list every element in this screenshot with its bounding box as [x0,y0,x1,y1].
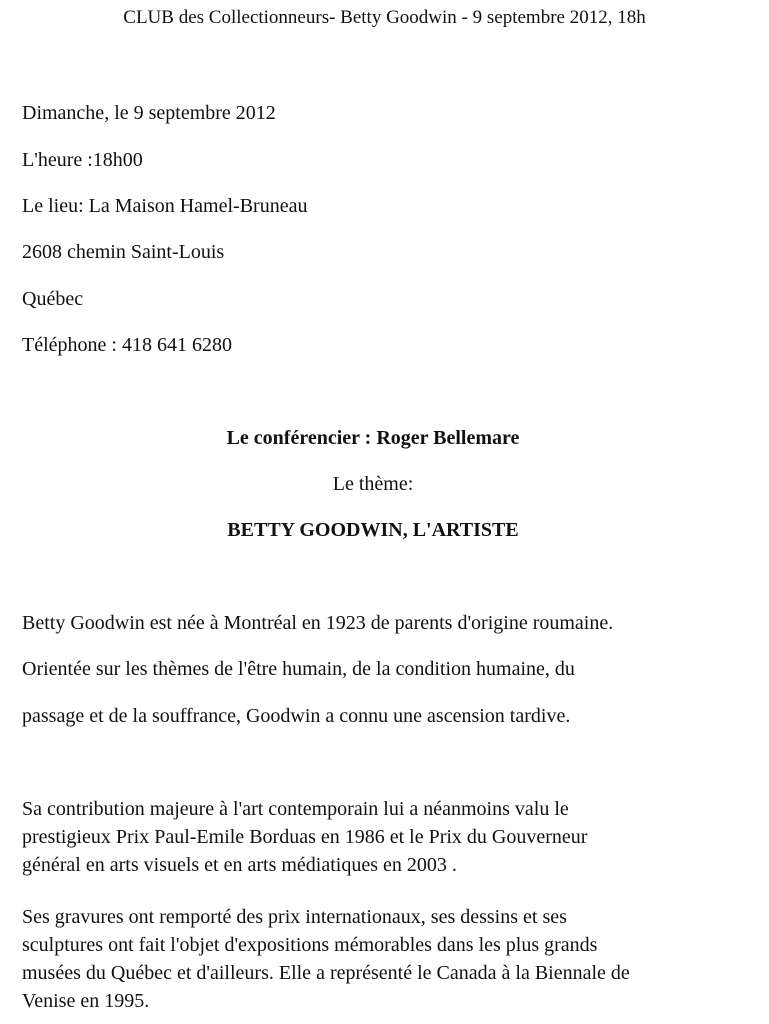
theme-label: Le thème: [332,473,414,495]
theme-title: BETTY GOODWIN, L'ARTISTE [227,519,519,541]
intro-line-2: Orientée sur les thèmes de l'être humain, de la condition humaine, du [22,658,575,680]
works-line: musées du Québec et d'ailleurs. Elle a représenté le Canada à la Biennale de [22,962,630,984]
event-phone: Téléphone : 418 641 6280 [22,334,232,356]
contribution-line: général en arts visuels et en arts médiatiques en 2003 . [22,854,457,876]
works-line: sculptures ont fait l'objet d'expositions mémorables dans les plus grands [22,934,598,956]
event-place: Le lieu: La Maison Hamel-Bruneau [22,195,308,217]
works-paragraph [22,903,752,1015]
works-line: Venise en 1995. [22,990,150,1012]
event-city: Québec [22,288,84,310]
contribution-paragraph [22,795,752,879]
intro-line-1: Betty Goodwin est née à Montréal en 1923 de parents d'origine roumaine. [22,612,614,634]
event-date: Dimanche, le 9 septembre 2012 [22,102,276,124]
page-title: CLUB des Collectionneurs- Betty Goodwin - 9 septembre 2012, 18h [123,7,646,28]
works-line: Ses gravures ont remporté des prix internationaux, ses dessins et ses [22,906,567,928]
contribution-line: prestigieux Prix Paul-Emile Borduas en 1986 et le Prix du Gouverneur [22,826,588,848]
contribution-line: Sa contribution majeure à l'art contemporain lui a néanmoins valu le [22,798,569,820]
event-time: L'heure :18h00 [22,149,143,171]
event-address: 2608 chemin Saint-Louis [22,241,225,263]
intro-line-3: passage et de la souffrance, Goodwin a connu une ascension tardive. [22,705,571,727]
speaker-heading: Le conférencier : Roger Bellemare [226,427,520,449]
